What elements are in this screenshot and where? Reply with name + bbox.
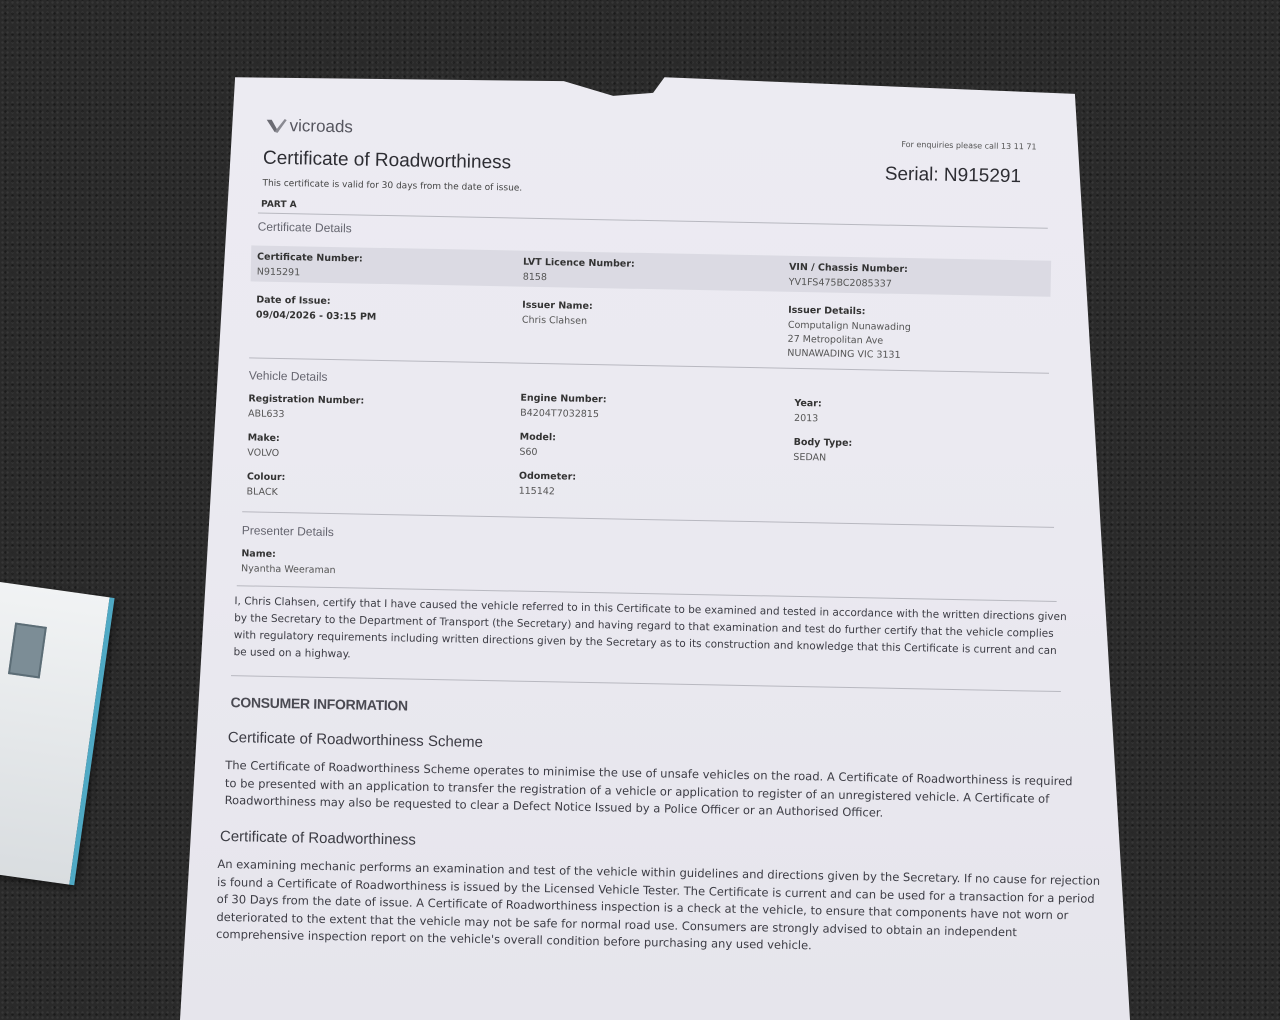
issuer-details-line: NUNAWADING VIC 3131 [787, 347, 901, 361]
engine-number-value: B4204T7032815 [520, 407, 600, 421]
model-value: S60 [519, 446, 538, 458]
issuer-name-label: Issuer Name: [522, 299, 593, 312]
divider [242, 511, 1054, 528]
registration-value: ABL633 [247, 408, 285, 421]
roadworthiness-heading: Certificate of Roadworthiness [219, 827, 417, 849]
scheme-heading: Certificate of Roadworthiness Scheme [227, 729, 484, 751]
document-title: Certificate of Roadworthiness [262, 147, 512, 174]
make-label: Make: [247, 432, 280, 445]
vicroads-logo [265, 116, 353, 138]
issuer-details-line: 27 Metropolitan Ave [787, 333, 884, 347]
booklet [0, 581, 115, 886]
issuer-details-label: Issuer Details: [788, 304, 866, 318]
model-label: Model: [519, 431, 557, 444]
vin-value: YV1FS475BC2085337 [788, 276, 892, 290]
validity-note: This certificate is valid for 30 days from the date of issue. [262, 178, 523, 194]
vehicle-details-heading: Vehicle Details [248, 368, 328, 384]
details-band [251, 245, 1052, 296]
divider [249, 357, 1049, 373]
presenter-details-heading: Presenter Details [241, 523, 335, 540]
divider [258, 213, 1048, 229]
issuer-details-line: Computalign Nunawading [787, 319, 911, 334]
logo-text: vicroads [289, 116, 354, 137]
registration-label: Registration Number: [248, 393, 365, 407]
serial-number: Serial: N915291 [884, 163, 1022, 188]
certificate-details-heading: Certificate Details [257, 219, 352, 236]
roadworthiness-paragraph: An examining mechanic performs an examination and test of the vehicle within guidelines and directions given by the Secretary. If no cause for rejection is found a Certificate of Roadworthiness is issued by the Licensed Vehicle Tester. The Certificate is current and can be used for a transaction for a period of 30 Days from the date of issue. A Certificate of Roadworthiness inspection is a check at the vehicle, to ensure that components have not worn or deteriorated to the extent that the vehicle may not be safe for normal road use. Consumers are strongly advised to obtain an independent comprehensive inspection report on the vehicle's overall condition before purchasing any used vehicle. [215, 856, 1101, 953]
date-of-issue-value: 09/04/2026 - 03:15 PM [255, 309, 377, 323]
colour-label: Colour: [246, 471, 286, 484]
body-type-value: SEDAN [793, 451, 827, 464]
date-of-issue-label: Date of Issue: [256, 294, 331, 307]
vin-label: VIN / Chassis Number: [788, 261, 909, 276]
odometer-value: 115142 [518, 485, 556, 498]
certificate-number-value: N915291 [256, 266, 301, 279]
scheme-paragraph: The Certificate of Roadworthiness Scheme operates to minimise the use of unsafe vehicles on the road. A Certificate of Roadworthiness is required to be presented with an application to transfer the registration of a vehicle or application to register of an unregistered vehicle. A Certificate of Roadworthiness may also be requested to clear a Defect Notice Issued by a Police Officer or an Authorised Officer. [224, 758, 1073, 820]
presenter-name-value: Nyantha Weeraman [240, 563, 336, 577]
colour-value: BLACK [246, 486, 278, 498]
issuer-name-value: Chris Clahsen [521, 314, 588, 327]
certification-statement: I, Chris Clahsen, certify that I have caused the vehicle referred to in this Certificate to be examined and tested in accordance with the written directions given by the Secretary to the Department of Transport (the Secretary) and having regard to that examination and test do further certify that the vehicle complies with regulatory requirements including written directions given by the Secretary as to its construction and knowledge that this Certificate is current and can be used on a highway. [233, 595, 1067, 661]
consumer-information-heading: CONSUMER INFORMATION [230, 694, 408, 714]
presenter-name-label: Name: [241, 548, 277, 560]
body-type-label: Body Type: [793, 436, 853, 450]
vicroads-icon [265, 117, 287, 135]
booklet-window [8, 623, 47, 679]
odometer-label: Odometer: [518, 470, 577, 483]
enquiries-text: For enquiries please call 13 11 71 [901, 139, 1037, 152]
certificate-sheet [213, 105, 1101, 981]
lvt-licence-value: 8158 [522, 271, 548, 284]
year-value: 2013 [793, 412, 819, 425]
divider [231, 675, 1061, 692]
make-value: VOLVO [247, 447, 280, 460]
year-label: Year: [794, 397, 822, 410]
part-label: PART A [260, 199, 297, 211]
certificate-number-label: Certificate Number: [256, 251, 363, 265]
lvt-licence-label: LVT Licence Number: [522, 256, 635, 270]
engine-number-label: Engine Number: [520, 392, 607, 406]
